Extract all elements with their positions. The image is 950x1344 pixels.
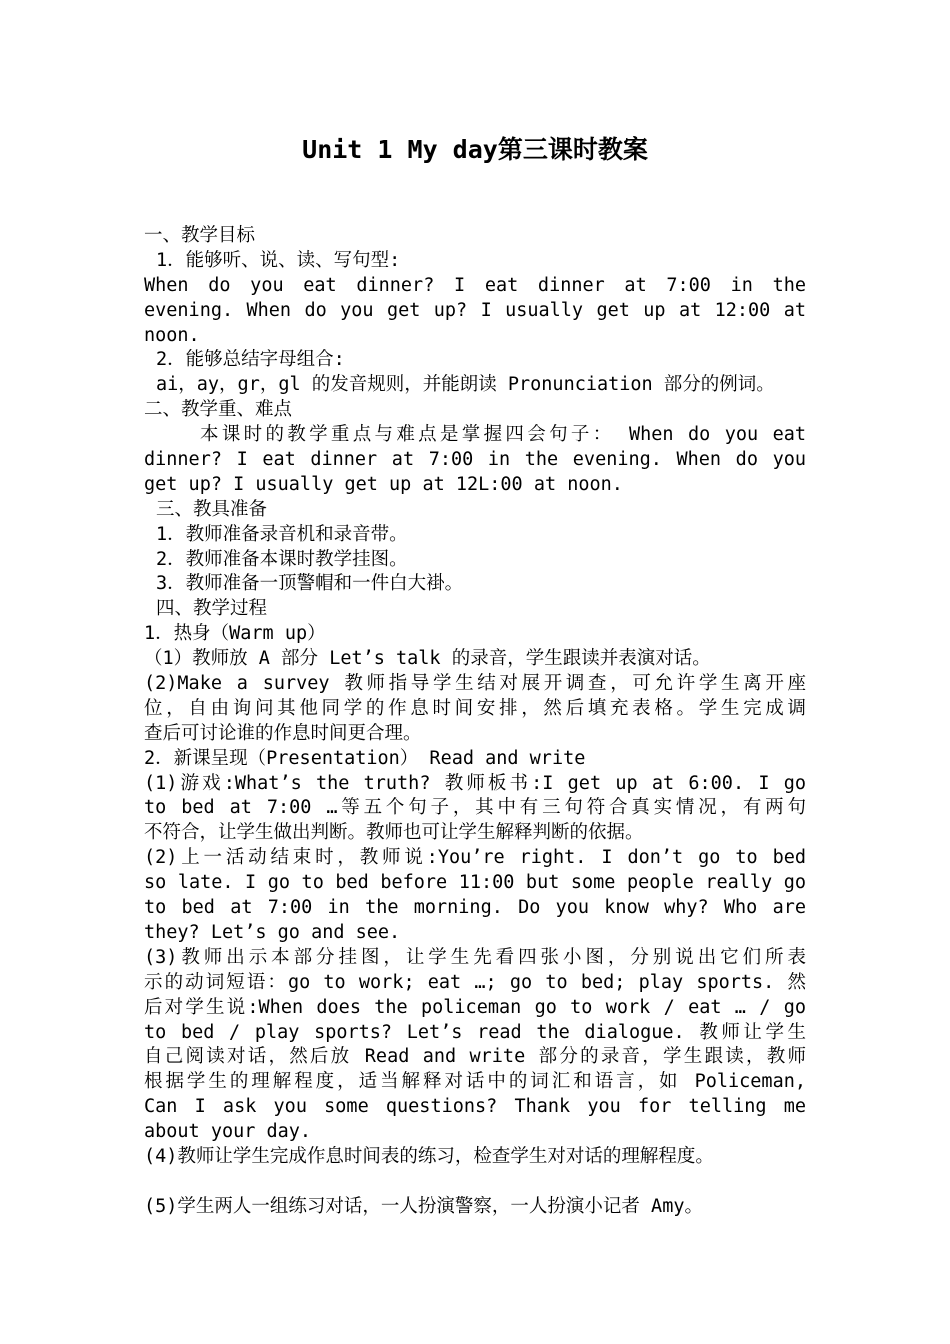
paragraph-line: (5)学生两人一组练习对话，一人扮演警察，一人扮演小记者 Amy。 (144, 1195, 703, 1217)
procedure-step-presentation: 2．新课呈现（Presentation） Read and write (144, 747, 586, 769)
materials-item-2: 2．教师准备本课时教学挂图。 (156, 548, 408, 570)
paragraph-line: noon. (144, 324, 200, 346)
section-heading-objectives: 一、教学目标 (144, 225, 256, 246)
paragraph-line: 根据学生的理解程度，适当解释对话中的词汇和语言，如 Policeman, (144, 1071, 806, 1093)
paragraph-line: 后对学生说:When does the policeman go to work / eat … / go (144, 996, 806, 1018)
section-heading-key-points: 二、教学重、难点 (144, 399, 293, 421)
document-body (144, 224, 806, 1220)
section-heading-procedure: 四、教学过程 (156, 598, 268, 620)
paragraph-line: ai，ay，gr，gl 的发音规则，并能朗读 Pronunciation 部分的例词。 (156, 374, 775, 396)
paragraph-line: 不符合，让学生做出判断。教师也可让学生解释判断的依据。 (144, 822, 644, 844)
paragraph-line: get up? I usually get up at 12L:00 at noon. (144, 473, 623, 495)
paragraph-line: （1）教师放 A 部分 Let’s talk 的录音，学生跟读并表演对话。 (144, 648, 711, 670)
materials-item-3: 3．教师准备一顶警帽和一件白大褂。 (156, 573, 464, 595)
paragraph-line: (1)游戏:What’s the truth? 教师板书:I get up at 6:00. I go (144, 772, 806, 794)
paragraph-line: 位，自由询问其他同学的作息时间安排，然后填充表格。学生完成调 (144, 697, 806, 719)
paragraph-line: Can I ask you some questions? Thank you for telling me (144, 1096, 806, 1118)
procedure-step-warm-up: 1．热身（Warm up） (144, 623, 326, 645)
paragraph-line: dinner? I eat dinner at 7:00 in the evening. When do you (144, 449, 806, 471)
objective-item-1: 1．能够听、说、读、写句型: (156, 249, 401, 271)
paragraph-line: 示的动词短语：go to work; eat …; go to bed; play sports. 然 (144, 971, 806, 993)
paragraph-line: evening. When do you get up? I usually get up at 12:00 at (144, 299, 806, 321)
paragraph-line: (2)上一活动结束时，教师说:You’re right. I don’t go to bed (144, 847, 806, 869)
paragraph-line: to bed at 7:00 in the morning. Do you know why? Who are (144, 897, 806, 919)
blank-line (144, 1170, 806, 1195)
paragraph-line: 查后可讨论谁的作息时间更合理。 (144, 722, 422, 744)
paragraph-line: (4)教师让学生完成作息时间表的练习，检查学生对对话的理解程度。 (144, 1145, 714, 1167)
section-heading-materials: 三、教具准备 (156, 498, 268, 520)
materials-item-1: 1．教师准备录音机和录音带。 (156, 523, 408, 545)
paragraph-line: 自己阅读对话，然后放 Read and write 部分的录音，学生跟读，教师 (144, 1046, 806, 1068)
paragraph-line: so late. I go to bed before 11:00 but some people really go (144, 872, 806, 894)
paragraph-line: (3)教师出示本部分挂图，让学生先看四张小图，分别说出它们所表 (144, 946, 806, 968)
paragraph-line: they? Let’s go and see. (144, 921, 401, 943)
objective-item-2: 2．能够总结字母组合: (156, 349, 345, 371)
paragraph-line: about your day. (144, 1121, 312, 1143)
paragraph-line: 本课时的教学重点与难点是掌握四会句子： When do you eat (200, 424, 806, 446)
paragraph-line: (2)Make a survey 教师指导学生结对展开调查，可允许学生离开座 (144, 673, 806, 695)
paragraph-line: to bed / play sports? Let’s read the dialogue. 教师让学生 (144, 1021, 806, 1043)
paragraph-line: When do you eat dinner? I eat dinner at 7:00 in the (144, 274, 806, 296)
document-title: Unit 1 My day第三课时教案 (302, 135, 648, 164)
paragraph-line: to bed at 7:00 …等五个句子，其中有三句符合真实情况，有两句 (144, 797, 806, 819)
